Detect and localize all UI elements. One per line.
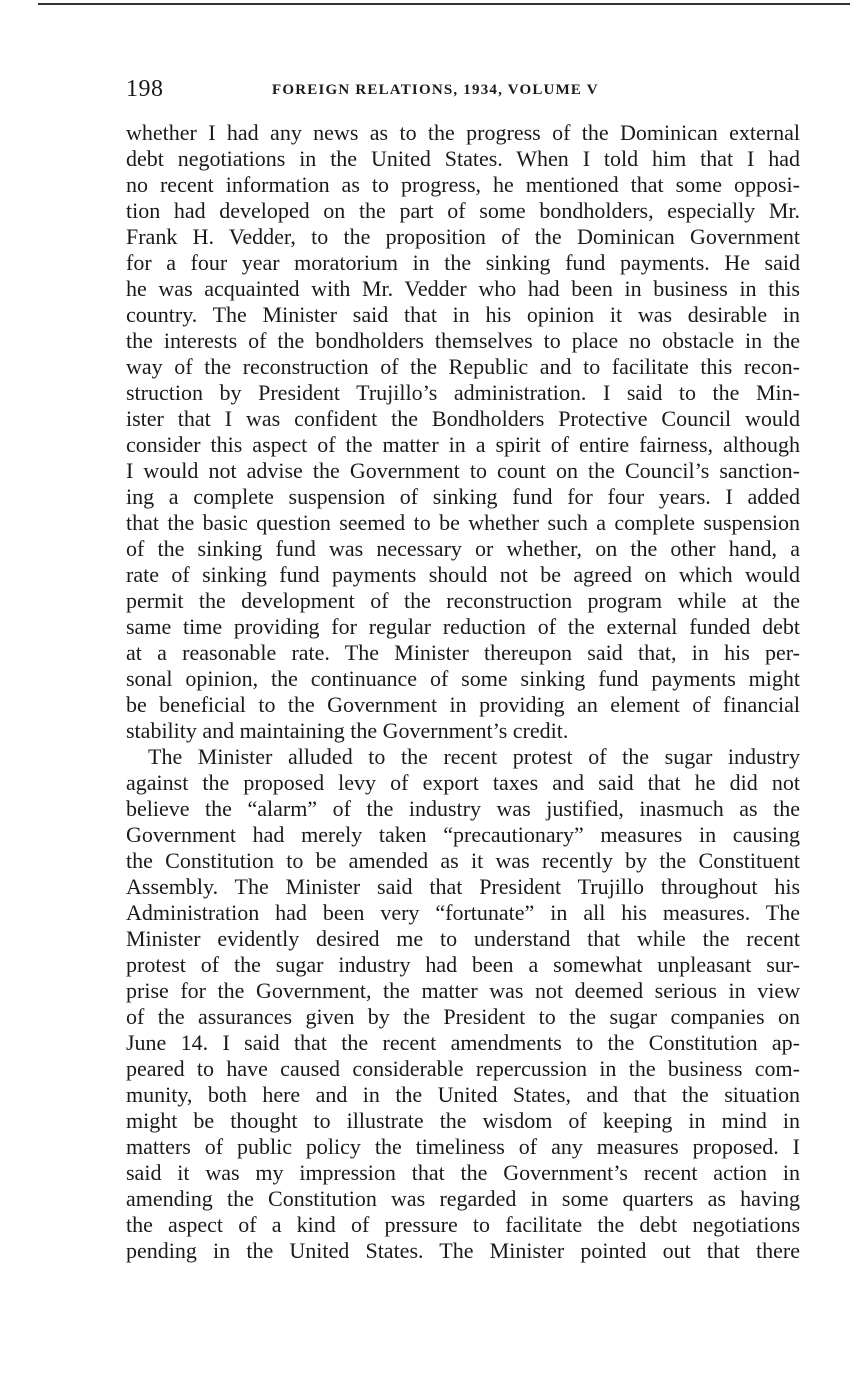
text-line: Minister evidently desired me to understand that while the recent <box>126 926 800 951</box>
text-line: for a four year moratorium in the sinking fund payments. He said <box>126 250 800 275</box>
text-line: consider this aspect of the matter in a spirit of entire fairness, although <box>126 432 800 457</box>
text-line: tion had developed on the part of some bondholders, especially Mr. <box>126 198 800 223</box>
text-line: against the proposed levy of export taxes and said that he did not <box>126 770 800 795</box>
text-line: permit the development of the reconstruction program while at the <box>126 588 800 613</box>
text-line: whether I had any news as to the progress of the Dominican external <box>126 120 800 145</box>
text-line: sonal opinion, the continuance of some sinking fund payments might <box>126 666 800 691</box>
text-line: ister that I was confident the Bondholders Protective Council would <box>126 406 800 431</box>
text-line: ing a complete suspension of sinking fund for four years. I added <box>126 484 800 509</box>
top-rule <box>38 3 850 5</box>
text-line: Administration had been very “fortunate” in all his measures. The <box>126 900 800 925</box>
text-line: Assembly. The Minister said that President Trujillo throughout his <box>126 874 800 899</box>
text-line: rate of sinking fund payments should not be agreed on which would <box>126 562 800 587</box>
text-line: that the basic question seemed to be whether such a complete suspension <box>126 510 800 535</box>
text-line: Frank H. Vedder, to the proposition of the Dominican Government <box>126 224 800 249</box>
text-line: he was acquainted with Mr. Vedder who had been in business in this <box>126 276 800 301</box>
text-line: matters of public policy the timeliness of any measures proposed. I <box>126 1134 800 1159</box>
page-number: 198 <box>126 76 164 102</box>
paragraph <box>126 120 800 744</box>
text-line: of the sinking fund was necessary or whether, on the other hand, a <box>126 536 800 561</box>
text-line: prise for the Government, the matter was not deemed serious in view <box>126 978 800 1003</box>
text-line: no recent information as to progress, he mentioned that some opposi- <box>126 172 800 197</box>
page-header <box>126 74 806 106</box>
text-line: peared to have caused considerable repercussion in the business com- <box>126 1056 800 1081</box>
text-line: the Constitution to be amended as it was recently by the Constituent <box>126 848 800 873</box>
text-line: June 14. I said that the recent amendments to the Constitution ap- <box>126 1030 800 1055</box>
text-line: stability and maintaining the Government’s credit. <box>126 718 569 743</box>
text-line: munity, both here and in the United States, and that the situation <box>126 1082 800 1107</box>
text-line: struction by President Trujillo’s administration. I said to the Min- <box>126 380 800 405</box>
text-line: I would not advise the Government to count on the Council’s sanction- <box>126 458 800 483</box>
text-line: same time providing for regular reduction of the external funded debt <box>126 614 800 639</box>
text-line: believe the “alarm” of the industry was justified, inasmuch as the <box>126 796 800 821</box>
body-text <box>126 120 800 1264</box>
text-line: of the assurances given by the President to the sugar companies on <box>126 1004 800 1029</box>
paragraph <box>126 744 800 1264</box>
text-line: protest of the sugar industry had been a somewhat unpleasant sur- <box>126 952 800 977</box>
text-line: country. The Minister said that in his opinion it was desirable in <box>126 302 800 327</box>
running-head: FOREIGN RELATIONS, 1934, VOLUME V <box>272 82 599 98</box>
text-line: Government had merely taken “precautionary” measures in causing <box>126 822 800 847</box>
text-line: The Minister alluded to the recent protest of the sugar industry <box>148 744 800 769</box>
text-line: the interests of the bondholders themselves to place no obstacle in the <box>126 328 800 353</box>
text-line: debt negotiations in the United States. When I told him that I had <box>126 146 800 171</box>
text-line: at a reasonable rate. The Minister thereupon said that, in his per- <box>126 640 800 665</box>
text-line: said it was my impression that the Government’s recent action in <box>126 1160 800 1185</box>
text-line: pending in the United States. The Minister pointed out that there <box>126 1238 800 1263</box>
text-line: be beneficial to the Government in providing an element of financial <box>126 692 800 717</box>
text-line: amending the Constitution was regarded in some quarters as having <box>126 1186 800 1211</box>
text-line: way of the reconstruction of the Republic and to facilitate this recon- <box>126 354 800 379</box>
text-line: the aspect of a kind of pressure to facilitate the debt negotiations <box>126 1212 800 1237</box>
text-line: might be thought to illustrate the wisdom of keeping in mind in <box>126 1108 800 1133</box>
